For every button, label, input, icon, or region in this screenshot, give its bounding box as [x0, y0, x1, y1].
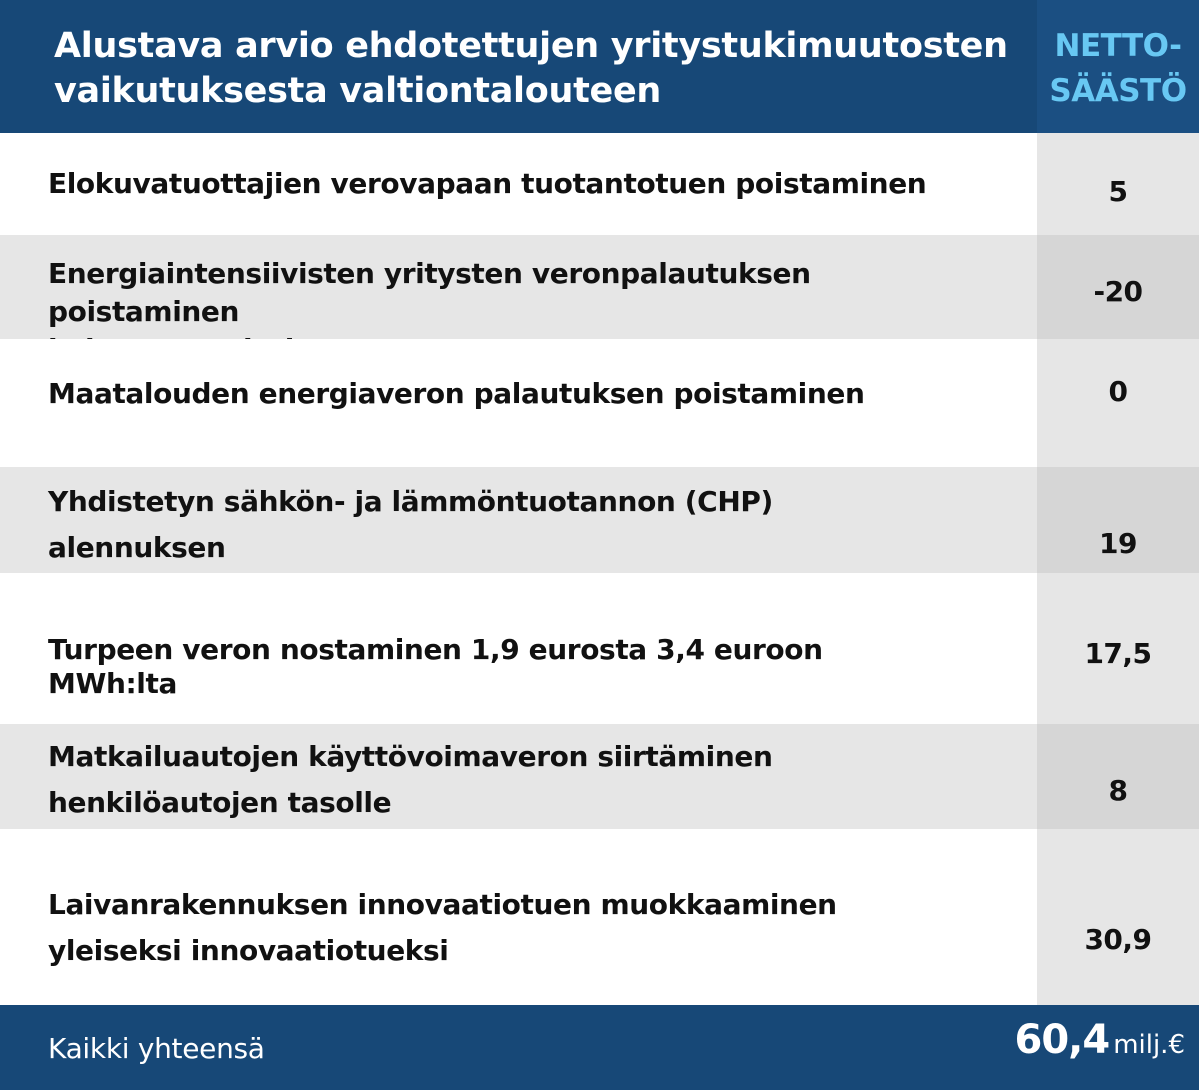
row-value: 0 [1108, 375, 1128, 408]
row-label: Maatalouden energiaveron palautuksen poistaminen [48, 377, 865, 410]
value-cell [1037, 235, 1199, 339]
total-unit: milj.€ [1113, 1030, 1185, 1060]
table-row [0, 467, 1199, 573]
row-label: Laivanrakennuksen innovaatiotuen muokkaaminen yleiseksi innovaatiotueksi [48, 888, 837, 967]
total-value [1014, 1017, 1185, 1063]
total-label: Kaikki yhteensä [48, 1032, 265, 1065]
value-cell [1037, 724, 1199, 829]
row-label: Yhdistetyn sähkön- ja lämmöntuotannon (CHP) alennuksen [48, 485, 773, 564]
value-cell [1037, 829, 1199, 1005]
table-row [0, 724, 1199, 829]
row-value: 5 [1108, 175, 1128, 208]
table-row [0, 235, 1199, 339]
row-label: Matkailuautojen käyttövoimaveron siirtäminen henkilöautojen tasolle [48, 740, 773, 819]
row-value: 30,9 [1084, 923, 1152, 956]
value-cell [1037, 133, 1199, 235]
row-value: 8 [1108, 774, 1128, 807]
net-savings-column-label: NETTO- SÄÄSTÖ [1049, 28, 1187, 109]
row-label: Turpeen veron nostaminen 1,9 eurosta 3,4 euroon MWh:lta [48, 633, 823, 700]
row-value: 17,5 [1084, 637, 1152, 670]
table-row [0, 339, 1199, 467]
row-value: -20 [1093, 275, 1143, 308]
total-amount: 60,4 [1014, 1017, 1110, 1063]
row-label: Energiaintensiivisten yritysten veronpalautuksen poistaminen [48, 257, 811, 328]
row-label: Elokuvatuottajien verovapaan tuotantotuen poistaminen [48, 167, 927, 200]
table-footer [0, 1005, 1199, 1090]
table-title: Alustava arvio ehdotettujen yritystukimuutosten vaikutuksesta valtiontalouteen [54, 26, 1008, 111]
value-cell [1037, 573, 1199, 724]
row-value: 19 [1099, 527, 1137, 560]
table-row [0, 133, 1199, 235]
net-savings-header-cell [1037, 0, 1199, 133]
table-header [0, 0, 1199, 133]
table-row [0, 573, 1199, 724]
table-row [0, 829, 1199, 1005]
value-cell [1037, 467, 1199, 573]
value-cell [1037, 339, 1199, 467]
